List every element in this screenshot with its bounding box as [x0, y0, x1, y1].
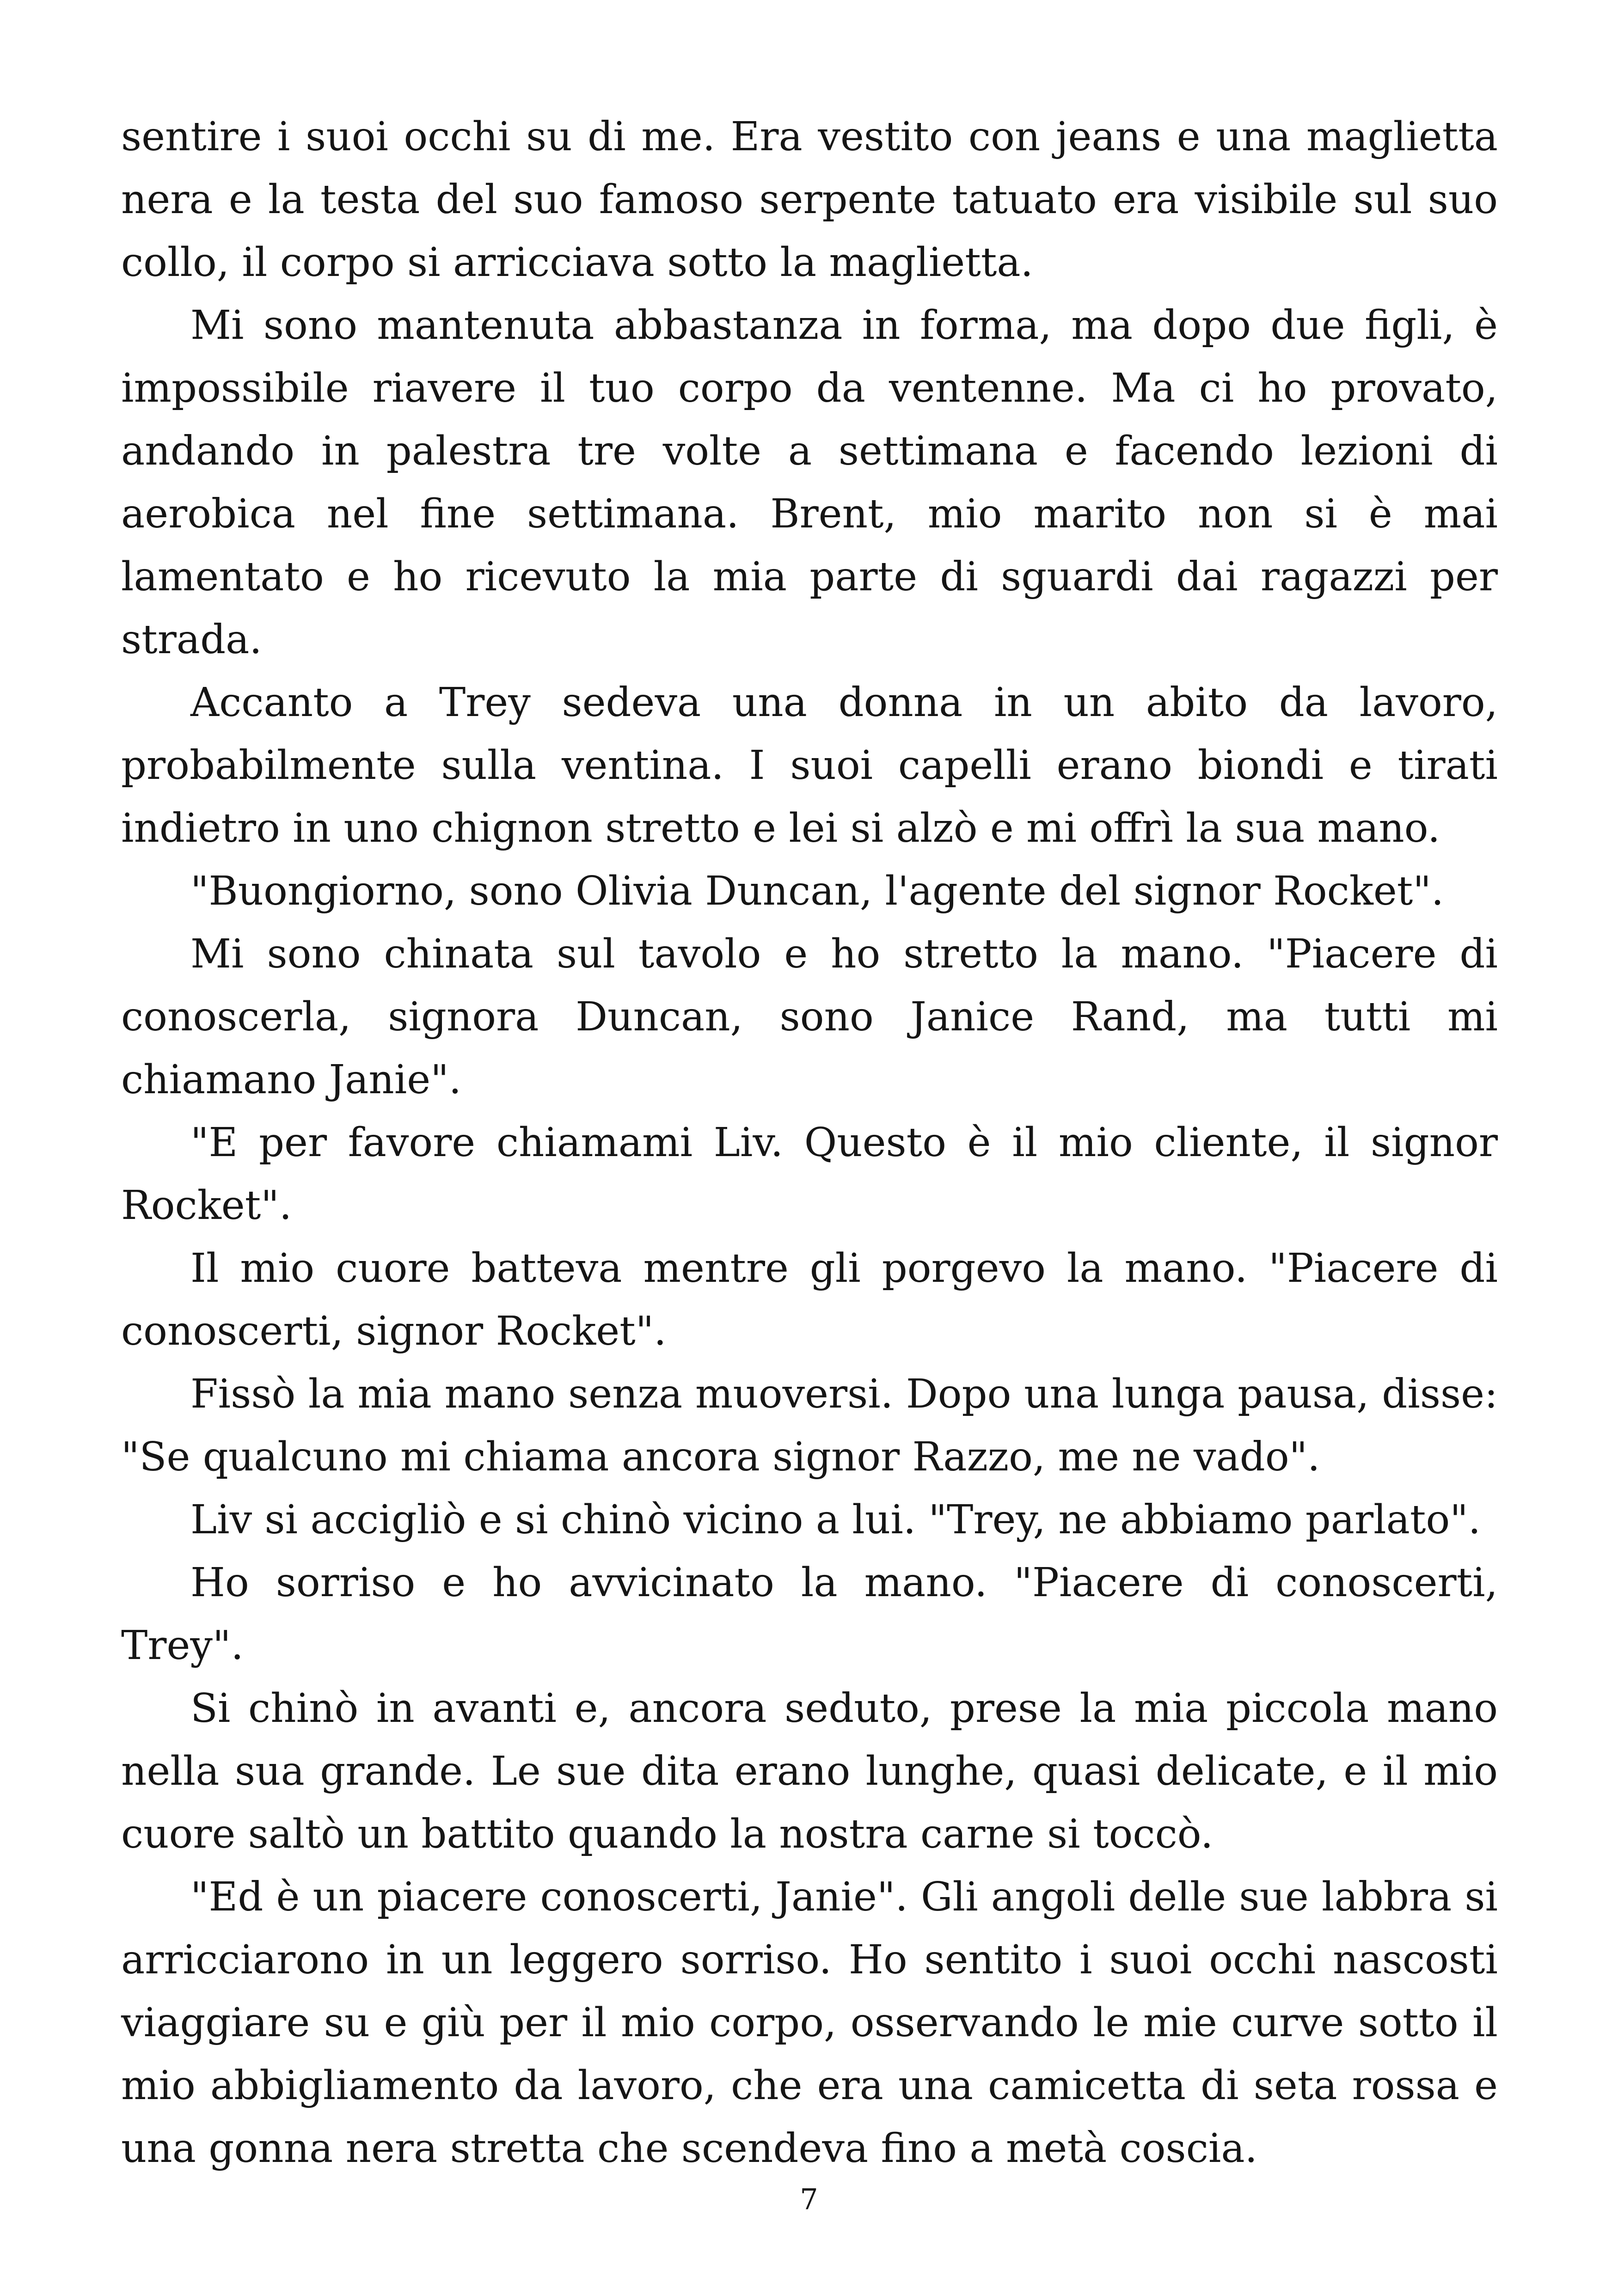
- paragraph: Accanto a Trey sedeva una donna in un abito da lavoro, probabilmente sulla ventina. I suoi capelli erano biondi e tirati indietro in uno chignon stretto e lei si alzò e mi offrì la sua mano.: [121, 680, 1498, 851]
- body-text: [121, 105, 1498, 2180]
- paragraph: "Buongiorno, sono Olivia Duncan, l'agente del signor Rocket".: [190, 868, 1444, 914]
- page-number: 7: [800, 2182, 818, 2216]
- paragraph: Fissò la mia mano senza muoversi. Dopo una lunga pausa, disse: "Se qualcuno mi chiama ancora signor Razzo, me ne vado".: [121, 1371, 1498, 1480]
- paragraph: sentire i suoi occhi su di me. Era vestito con jeans e una maglietta nera e la testa del suo famoso serpente tatuato era visibile sul suo collo, il corpo si arricciava sotto la maglietta.: [121, 114, 1498, 286]
- paragraph: Mi sono mantenuta abbastanza in forma, ma dopo due figli, è impossibile riavere il tuo corpo da ventenne. Ma ci ho provato, andando in palestra tre volte a settimana e facendo lezioni di aerobica nel fine settimana. Brent, mio marito non si è mai lamentato e ho ricevuto la mia parte di sguardi dai ragazzi per strada.: [121, 302, 1498, 663]
- paragraph: Mi sono chinata sul tavolo e ho stretto la mano. "Piacere di conoscerla, signora Duncan, sono Janice Rand, ma tutti mi chiamano Janie".: [121, 931, 1498, 1103]
- paragraph: Si chinò in avanti e, ancora seduto, prese la mia piccola mano nella sua grande. Le sue dita erano lunghe, quasi delicate, e il mio cuore saltò un battito quando la nostra carne si toccò.: [121, 1685, 1498, 1857]
- paragraph: "E per favore chiamami Liv. Questo è il mio cliente, il signor Rocket".: [121, 1120, 1498, 1229]
- paragraph: Il mio cuore batteva mentre gli porgevo la mano. "Piacere di conoscerti, signor Rocket".: [121, 1245, 1498, 1354]
- paragraph: Liv si accigliò e si chinò vicino a lui. "Trey, ne abbiamo parlato".: [190, 1497, 1481, 1543]
- paragraph: "Ed è un piacere conoscerti, Janie". Gli angoli delle sue labbra si arricciarono in un leggero sorriso. Ho sentito i suoi occhi nascosti viaggiare su e giù per il mio corpo, osservando le mie curve sotto il mio abbigliamento da lavoro, che era una camicetta di seta rossa e una gonna nera stretta che scendeva fino a metà coscia.: [121, 1874, 1498, 2172]
- paragraph: Ho sorriso e ho avvicinato la mano. "Piacere di conoscerti, Trey".: [121, 1560, 1498, 1669]
